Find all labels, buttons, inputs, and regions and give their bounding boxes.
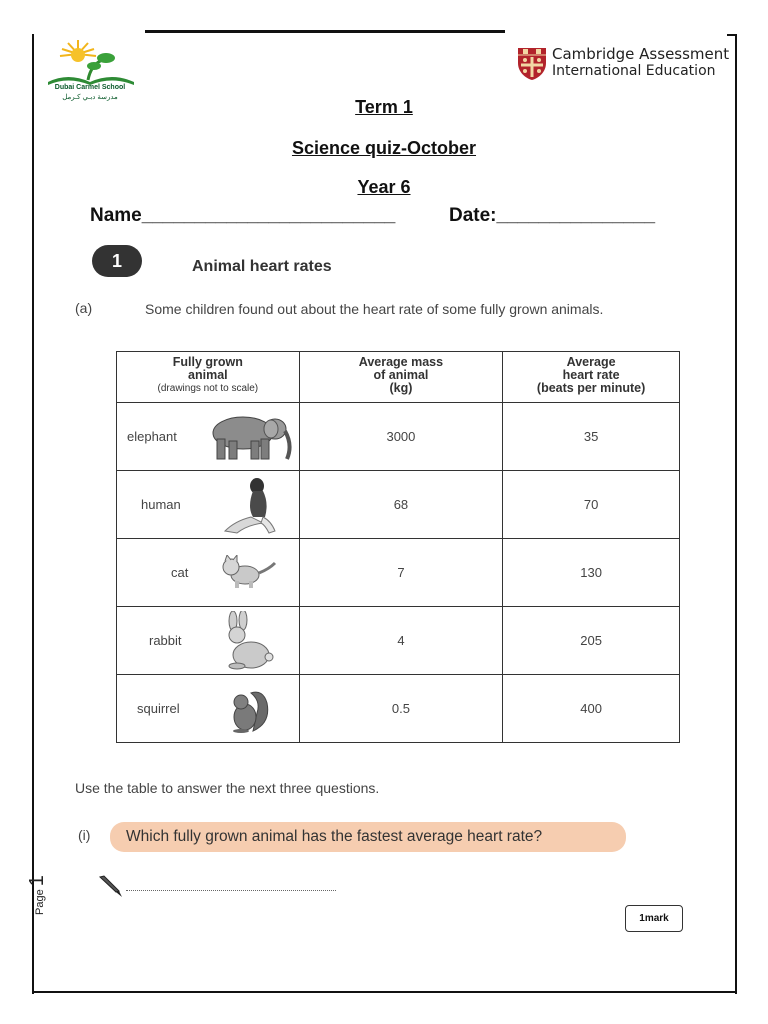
squirrel-icon [227,687,271,733]
corner-tick [727,34,737,36]
heart-rate-value: 205 [503,607,680,675]
header-text: heart rate [562,368,620,382]
question-number-badge: 1 [92,245,142,277]
quiz-heading: Science quiz-October [291,138,477,158]
board-name-line2: International Education [552,63,716,79]
page-number: 1 [26,875,48,887]
animal-cell [117,675,300,743]
pencil-icon [98,874,124,898]
header-text: Average mass [358,355,444,369]
header-text: (beats per minute) [536,381,646,395]
elephant-icon [203,411,295,463]
header-text: animal [188,368,228,382]
animal-name: rabbit [149,633,182,648]
animal-name: squirrel [137,701,180,716]
question-title: Animal heart rates [192,258,332,275]
cambridge-shield-icon [517,47,547,81]
mass-value: 4 [299,607,503,675]
cambridge-logo-text [552,46,729,80]
header-subtext: (drawings not to scale) [157,383,259,394]
top-rule [145,30,505,33]
instruction-text: Use the table to answer the next three questions. [75,780,380,796]
animal-cell [117,471,300,539]
animal-name: human [141,497,181,512]
bottom-border [32,991,737,993]
header-text: of animal [373,368,429,382]
term-heading: Term 1 [355,97,413,117]
date-field[interactable]: Date:_______________ [449,205,656,226]
page-number-label [26,875,49,915]
school-name-arabic: مدرسة دبـي كـرمل [62,94,118,101]
heart-rate-value: 130 [503,539,680,607]
table-row [117,607,680,675]
subquestion-text: Which fully grown animal has the fastest average heart rate? [110,822,626,852]
animal-cell [117,539,300,607]
table-header-row [117,352,680,403]
mass-value: 7 [299,539,503,607]
year-heading: Year 6 [357,177,411,197]
mass-value: 68 [299,471,503,539]
animal-name: cat [171,565,189,580]
animal-name: elephant [127,429,177,444]
mark-box: 1mark [625,905,683,932]
heart-rate-table [116,351,680,743]
question-intro: Some children found out about the heart rate of some fully grown animals. [145,301,604,317]
mass-value: 0.5 [299,675,503,743]
column-header-mass [299,352,503,403]
school-name-english: Dubai Carmel School [54,84,126,91]
subquestion-label: (i) [78,827,91,843]
heart-rate-value: 35 [503,403,680,471]
mass-value: 3000 [299,403,503,471]
human-icon [217,477,283,535]
part-label: (a) [75,300,93,316]
heart-rate-value: 400 [503,675,680,743]
column-header-heart-rate [503,352,680,403]
heart-rate-value: 70 [503,471,680,539]
table-row [117,675,680,743]
header-text: (kg) [389,381,413,395]
animal-cell [117,607,300,675]
board-name-line1: Cambridge Assessment [552,45,730,63]
answer-line[interactable] [126,890,336,891]
header-text: Fully grown [172,355,243,369]
table-row [117,403,680,471]
table-row [117,471,680,539]
name-field[interactable]: Name________________________ [90,205,396,226]
animal-cell [117,403,300,471]
column-header-animal [117,352,300,403]
cat-icon [219,555,277,589]
rabbit-icon [219,611,277,671]
table-row [117,539,680,607]
header-text: Average [566,355,616,369]
page-word: Page [34,889,46,915]
